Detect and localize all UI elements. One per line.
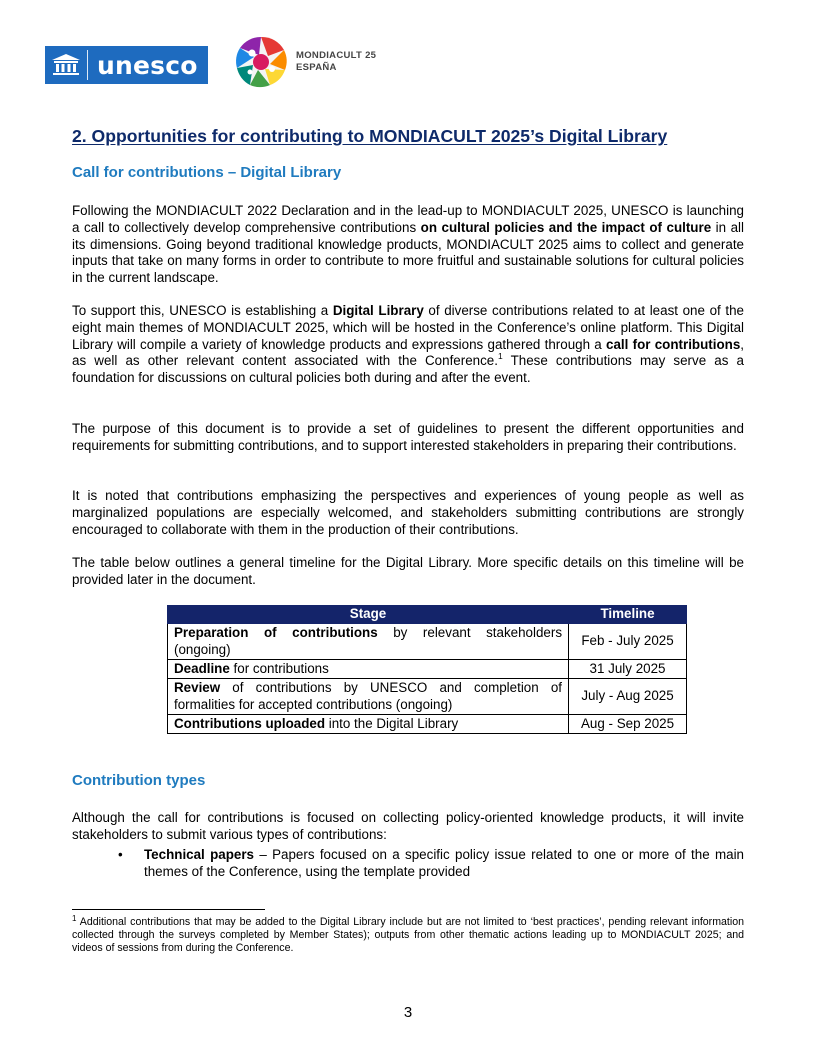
stage-cell: Preparation of contributions by relevant stakeholders (ongoing) (168, 624, 569, 660)
mondiacult-wordmark (296, 50, 376, 74)
mondiacult-globe-icon (232, 34, 292, 90)
timeline-cell: July - Aug 2025 (569, 679, 687, 715)
stage-cell: Deadline for contributions (168, 660, 569, 679)
table-row (168, 715, 687, 734)
timeline-cell: 31 July 2025 (569, 660, 687, 679)
footnote-separator (72, 909, 265, 910)
paragraph-purpose: The purpose of this document is to provide a set of guidelines to present the different opportunities and requirements for submitting contributions, and to support interested stakeholders in preparing their contributions. (72, 421, 744, 453)
timeline-cell: Feb - July 2025 (569, 624, 687, 660)
mondiacult-line2: ESPAÑA (296, 62, 337, 73)
footnote-ref[interactable]: 1 (497, 351, 503, 362)
unesco-wordmark: unesco (97, 50, 198, 80)
table-row (168, 660, 687, 679)
footnote-marker: 1 (72, 914, 77, 923)
paragraph-timeline-intro: The table below outlines a general timeline for the Digital Library. More specific details on this timeline will be provided later in the document. (72, 555, 744, 587)
stage-header: Stage (168, 606, 569, 624)
table-row (168, 624, 687, 660)
paragraph-young-people: It is noted that contributions emphasizing the perspectives and experiences of young people as well as marginalized populations are especially welcomed, and stakeholders submitting contributions are strongly encouraged to collaborate with them in the production of their contributions. (72, 488, 744, 537)
list-item: • Technical papers – Papers focused on a specific policy issue related to one or more of the main themes of the Conference, using the template provided (118, 847, 745, 879)
footnote: $^1$ Additional contributions that may be added to the Digital Library include but are not limited to ‘best practices’, pending relevant information collected through the surveys completed by Member States); outputs from other thematic actions leading up to MONDIACULT 2025; and videos of sessions from during the Conference. (72, 914, 744, 954)
paragraph-contribution-types: Although the call for contributions is focused on collecting policy-oriented knowledge products, it will invite stakeholders to submit various types of contributions: (72, 810, 744, 842)
contribution-types-list (72, 847, 744, 881)
stage-cell: Review of contributions by UNESCO and completion of formalities for accepted contributions (ongoing) (168, 679, 569, 715)
table-row (168, 679, 687, 715)
bullet-icon: • (118, 847, 123, 862)
timeline-header: Timeline (569, 606, 687, 624)
section-title: 2. Opportunities for contributing to MONDIACULT 2025’s Digital Library (72, 126, 668, 146)
contribution-types-heading: Contribution types (72, 772, 206, 789)
mondiacult-line1: MONDIACULT 25 (296, 50, 377, 61)
stage-cell: Contributions uploaded into the Digital Library (168, 715, 569, 734)
timeline-cell: Aug - Sep 2025 (569, 715, 687, 734)
unesco-logo (45, 46, 208, 84)
paragraph-intro: Following the MONDIACULT 2022 Declaration and in the lead-up to MONDIACULT 2025, UNESCO is launching a call to collectively develop comprehensive contributions on cultural policies and the impact of culture in all its dimensions. Going beyond traditional knowledge products, MONDIACULT 2025 aims to collect and generate inputs that take on many forms in order to contribute to more fruitful and sustainable solutions for cultural policies in the current landscape. (72, 203, 744, 286)
paragraph-digital-library: To support this, UNESCO is establishing a Digital Library of diverse contributions related to at least one of the eight main themes of MONDIACULT 2025, which will be hosted in the Conference’s online platform. This Digital Library will compile a variety of knowledge products and expressions gathered through a call for contributions, as well as other relevant content associated with the Conference.$^1$ These contributions may serve as a foundation for discussions on cultural policies both during and after the event. (72, 303, 744, 386)
unesco-temple-icon (45, 46, 87, 84)
page-number: 3 (403, 1004, 413, 1021)
timeline-header-row (168, 606, 687, 624)
call-heading: Call for contributions – Digital Library (72, 164, 342, 181)
timeline-table (167, 605, 687, 734)
